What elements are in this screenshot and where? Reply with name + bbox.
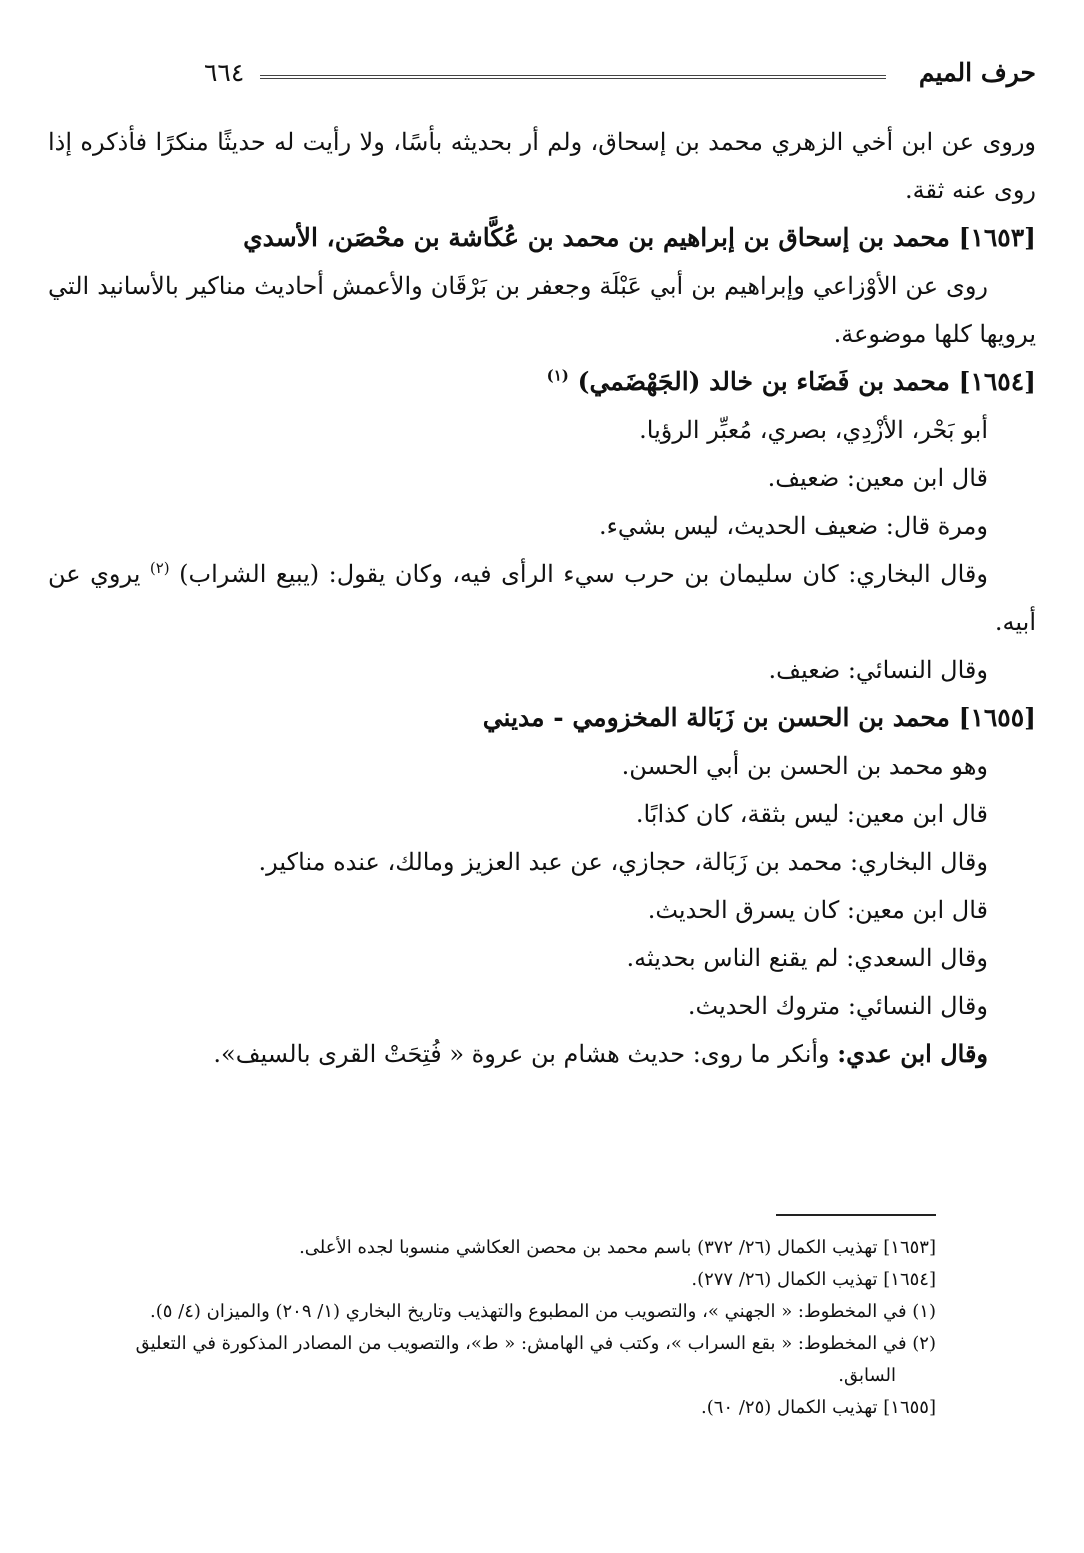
page-number: ٦٦٤ [204, 58, 245, 87]
entry-heading-text: [١٦٥٤] محمد بن فَضَاء بن خالد (الجَهْضَمي) [577, 367, 1036, 396]
footnote-marker[interactable]: (٢) [149, 559, 170, 577]
entry-line: وقال السعدي: لم يقنع الناس بحديثه. [626, 944, 988, 972]
entry-line [48, 1030, 1036, 1078]
footnote-separator [776, 1214, 936, 1216]
entry-line: قال ابن معين: ضعيف. [767, 464, 988, 492]
footnote: [١٦٥٥] تهذيب الكمال (٢٥/ ٦٠). [701, 1397, 936, 1418]
footnotes [48, 1232, 936, 1424]
header-rule [260, 75, 886, 79]
footnote: [١٦٥٣] تهذيب الكمال (٢٦/ ٣٧٢) باسم محمد بن محصن العكاشي منسوبا لجده الأعلى. [299, 1237, 936, 1258]
footnote-marker[interactable]: (١) [546, 366, 569, 385]
section-title: حرف الميم [918, 58, 1036, 87]
entry-heading-1653: [١٦٥٣] محمد بن إسحاق بن إبراهيم بن محمد بن عُكَّاشة بن محْصَن، الأسدي [243, 223, 1036, 252]
entry-line: وقال النسائي: متروك الحديث. [687, 992, 988, 1020]
footnote: (١) في المخطوط: « الجهني »، والتصويب من المطبوع والتهذيب وتاريخ البخاري (١/ ٢٠٩) والميزان (٤/ ٥). [149, 1301, 936, 1322]
entry-line: وهو محمد بن الحسن بن أبي الحسن. [621, 752, 988, 780]
entry-line: قال ابن معين: كان يسرق الحديث. [647, 896, 988, 924]
entry-line: أبو بَحْر، الأزْدِي، بصري، مُعبِّر الرؤيا. [639, 416, 988, 444]
footnote: [١٦٥٤] تهذيب الكمال (٢٦/ ٢٧٧). [691, 1269, 936, 1290]
paragraph: وروى عن ابن أخي الزهري محمد بن إسحاق، ولم أر بحديثه بأسًا، ولا رأيت له حديثًا منكرًا فأذكره إذا روى عنه ثقة. [48, 128, 1036, 204]
entry-line [48, 550, 1036, 646]
entry-line: قال ابن معين: ليس بثقة، كان كذابًا. [635, 800, 988, 828]
entry-line: ومرة قال: ضعيف الحديث، ليس بشيء. [599, 512, 988, 540]
page-header [48, 58, 1036, 98]
entry-line: وقال النسائي: ضعيف. [768, 656, 988, 684]
entry-line: وقال البخاري: محمد بن زَبَالة، حجازي، عن عبد العزيز ومالك، عنده مناكير. [258, 848, 988, 876]
entry-line-text: يروي عن أبيه. [48, 560, 1036, 636]
footnote-continuation: السابق. [838, 1365, 896, 1386]
main-text [48, 118, 1036, 1078]
entry-heading-1654 [48, 358, 1036, 406]
speaker-label: وقال ابن عدي: [837, 1039, 988, 1068]
entry-text: روى عن الأوْزاعي وإبراهيم بن أبي عَبْلَة وجعفر بن بَرْقَان والأعمش أحاديث مناكير بالأسانيد التي يرويها كلها موضوعة. [48, 272, 1036, 348]
entry-line-text: وقال البخاري: كان سليمان بن حرب سيء الرأى فيه، وكان يقول: (يبيع الشراب) [179, 560, 988, 588]
footnote: (٢) في المخطوط: « بقع السراب »، وكتب في الهامش: « ط»، والتصويب من المصادر المذكورة في التعليق [135, 1333, 936, 1354]
entry-line-text: وأنكر ما روى: حديث هشام بن عروة « فُتِحَتْ القرى بالسيف». [213, 1040, 830, 1068]
entry-heading-1655: [١٦٥٥] محمد بن الحسن بن زَبَالة المخزومي - مديني [482, 703, 1036, 732]
